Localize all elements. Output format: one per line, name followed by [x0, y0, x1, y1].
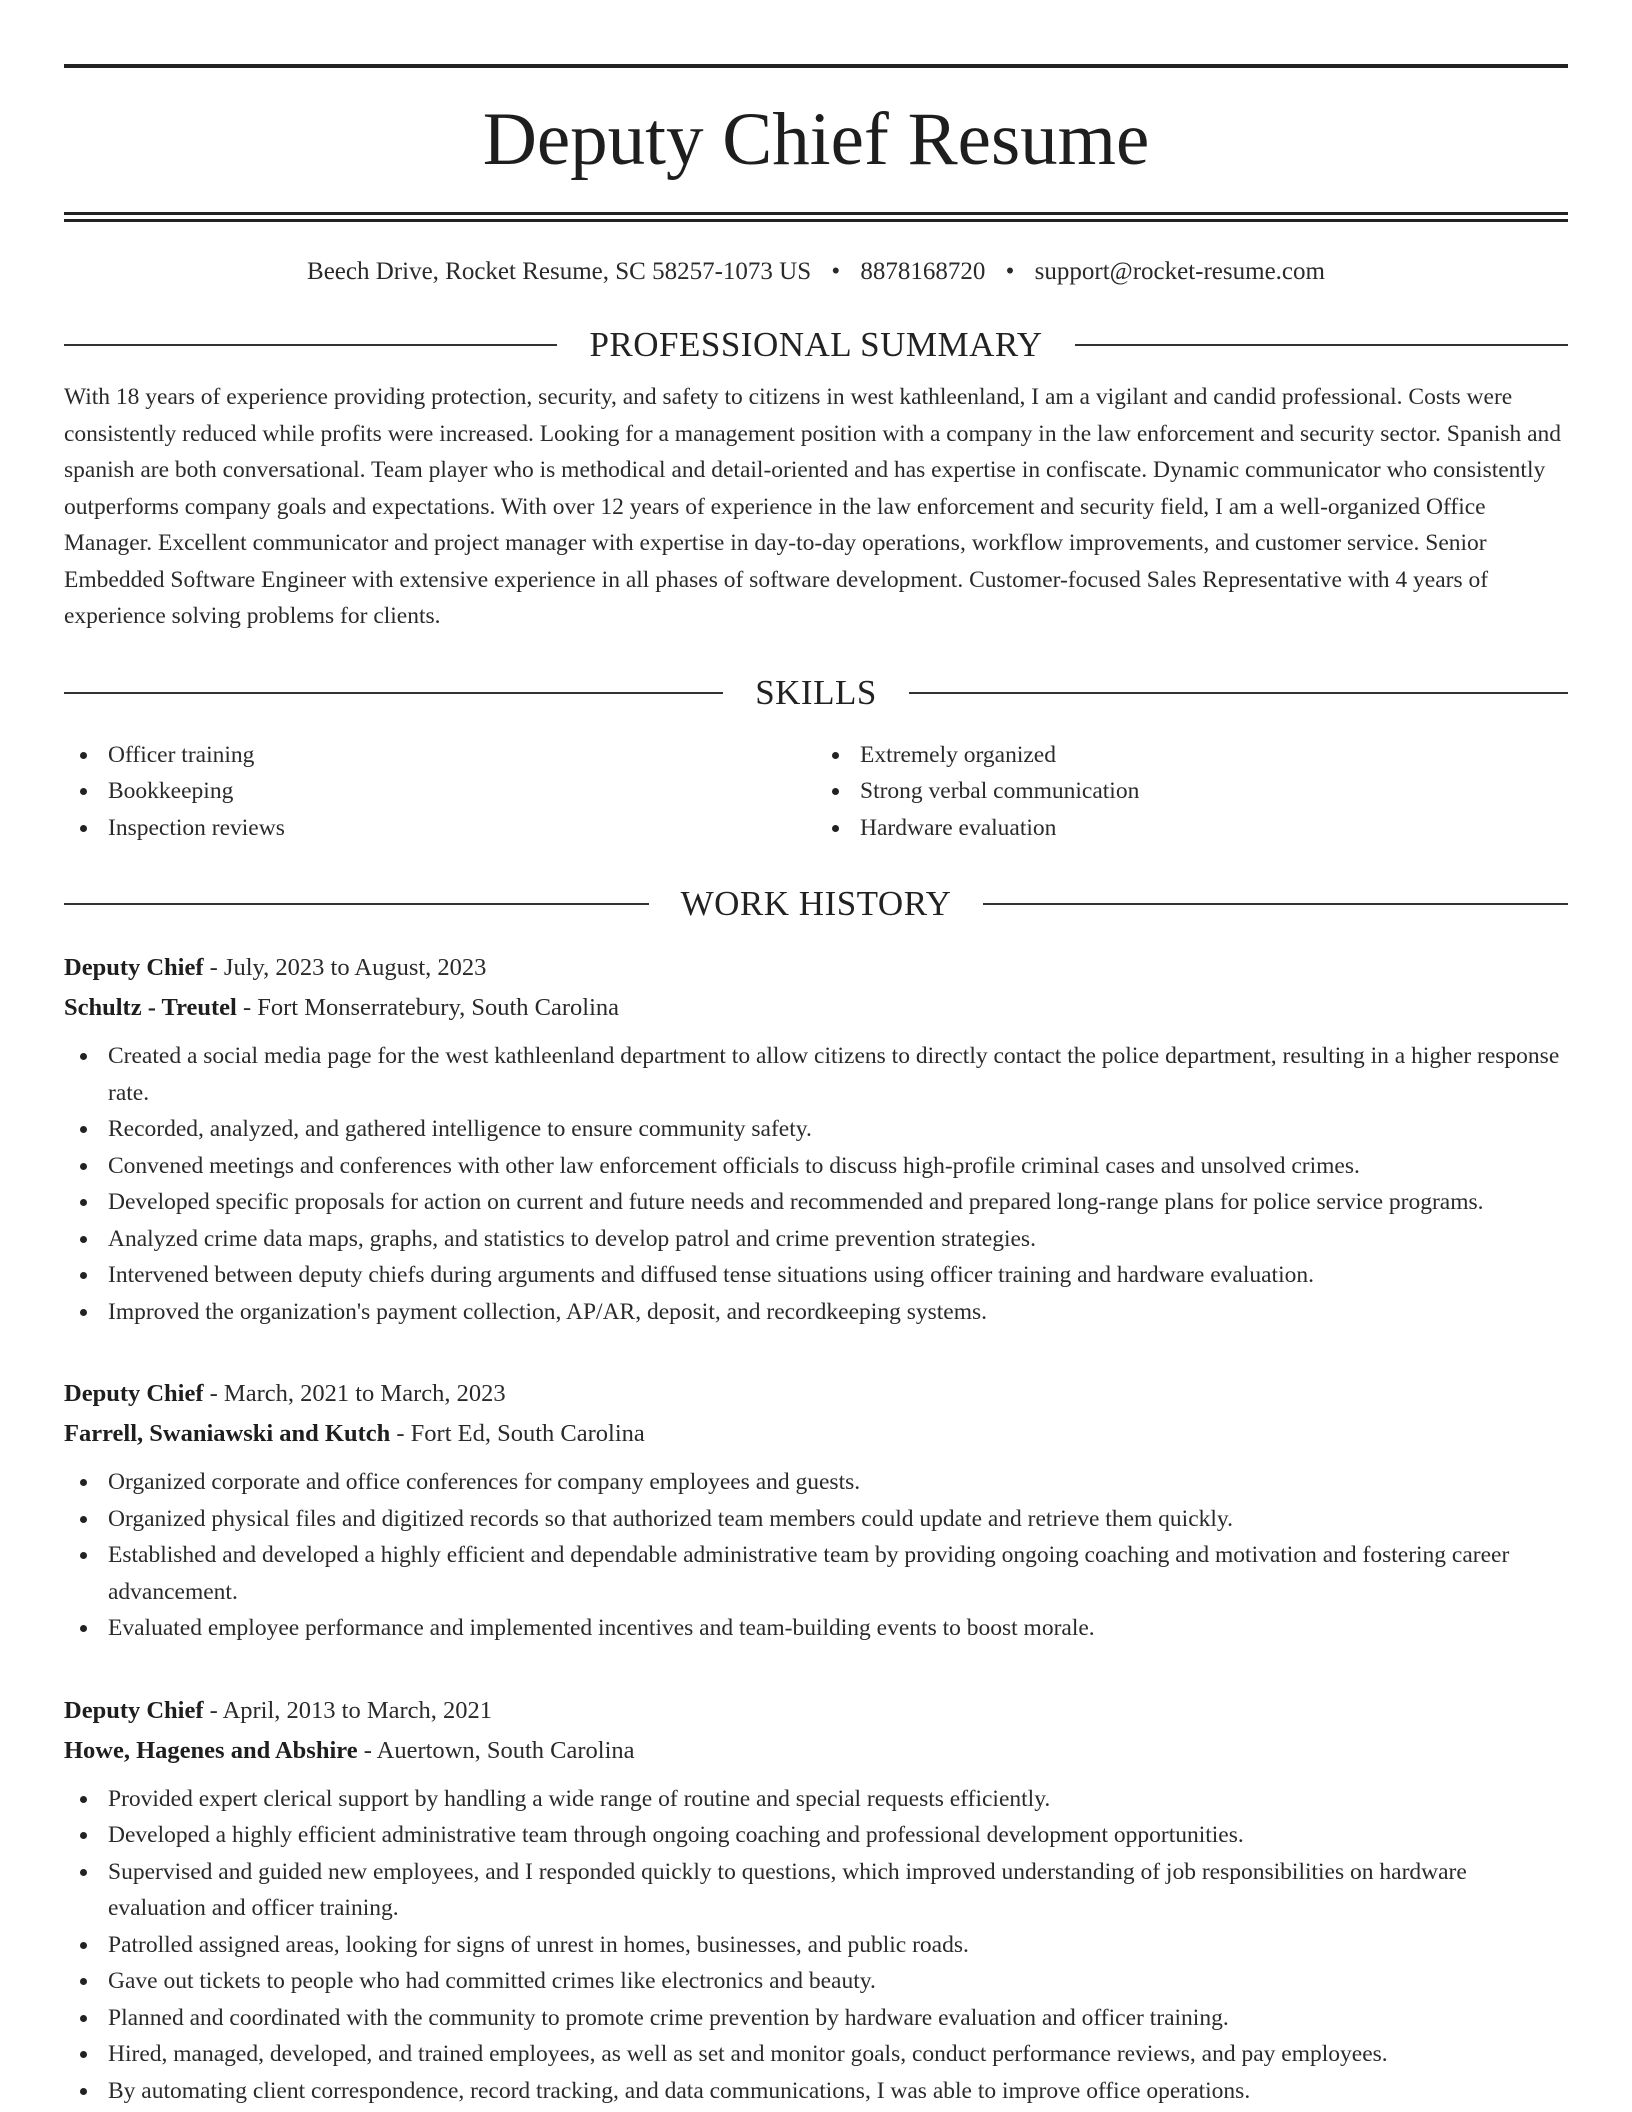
top-divider: [64, 64, 1568, 68]
job-entry: [64, 948, 1568, 1330]
job-entry: [64, 1374, 1568, 1647]
job-bullet: Recorded, analyzed, and gathered intelligence to ensure community safety.: [64, 1111, 1568, 1148]
job-company-line: [64, 1414, 1568, 1454]
skill-item: Strong verbal communication: [816, 773, 1568, 810]
contact-phone: 8878168720: [860, 258, 986, 285]
job-title-line: [64, 1691, 1568, 1731]
job-title: Deputy Chief: [64, 1380, 204, 1407]
job-bullet: By automating client correspondence, record tracking, and data communications, I was able to improve office operations.: [64, 2073, 1568, 2110]
job-bullets: [64, 1781, 1568, 2110]
skills-columns: [64, 737, 1568, 847]
job-bullet: Developed specific proposals for action on current and future needs and recommended and prepared long-range plans for police service programs.: [64, 1184, 1568, 1221]
job-bullets: [64, 1038, 1568, 1330]
job-location: - Fort Ed, South Carolina: [390, 1420, 645, 1447]
skill-item: Officer training: [64, 737, 816, 774]
job-dates: - April, 2013 to March, 2021: [203, 1696, 493, 1724]
title-double-divider: [64, 212, 1568, 222]
section-rule-left: [64, 344, 557, 346]
job-bullet: Organized physical files and digitized records so that authorized team members could update and retrieve them quickly.: [64, 1501, 1568, 1538]
job-bullet: Gave out tickets to people who had committed crimes like electronics and beauty.: [64, 1963, 1568, 2000]
job-title-line: [64, 1374, 1568, 1414]
contact-separator: •: [1005, 258, 1015, 285]
job-bullet: Patrolled assigned areas, looking for signs of unrest in homes, businesses, and public roads.: [64, 1927, 1568, 1964]
section-rule-right: [1075, 344, 1568, 346]
job-title-line: [64, 948, 1568, 988]
job-title: Deputy Chief: [64, 1696, 204, 1724]
job-bullet: Planned and coordinated with the community to promote crime prevention by hardware evaluation and officer training.: [64, 2000, 1568, 2037]
summary-section-header: [64, 325, 1568, 365]
contact-address: Beech Drive, Rocket Resume, SC 58257-1073 US: [307, 258, 812, 285]
section-rule-right: [909, 692, 1568, 694]
skill-item: Bookkeeping: [64, 773, 816, 810]
work-section-header: [64, 884, 1568, 924]
contact-line: [64, 257, 1568, 287]
job-bullet: Intervened between deputy chiefs during arguments and diffused tense situations using officer training and hardware evaluation.: [64, 1257, 1568, 1294]
job-bullet: Analyzed crime data maps, graphs, and statistics to develop patrol and crime prevention strategies.: [64, 1221, 1568, 1258]
job-bullet: Provided expert clerical support by handling a wide range of routine and special requests efficiently.: [64, 1781, 1568, 1818]
job-location: - Fort Monserratebury, South Carolina: [236, 994, 620, 1021]
skill-item: Extremely organized: [816, 737, 1568, 774]
skills-list-left: [64, 737, 816, 847]
skills-heading: SKILLS: [755, 672, 877, 712]
job-bullet: Developed a highly efficient administrative team through ongoing coaching and professional development opportunities.: [64, 1817, 1568, 1854]
job-bullet: Improved the organization's payment collection, AP/AR, deposit, and recordkeeping systems.: [64, 1294, 1568, 1331]
job-company-line: [64, 988, 1568, 1028]
skills-list-right: [816, 737, 1568, 847]
job-bullet: Created a social media page for the west kathleenland department to allow citizens to directly contact the police department, resulting in a higher response rate.: [64, 1038, 1568, 1111]
summary-text: With 18 years of experience providing protection, security, and safety to citizens in west kathleenland, I am a vigilant and candid professional. Costs were consistently reduced while profits were increased. Looking for a management position with a company in the law enforcement and security sector. Spanish and spanish are both conversational. Team player who is methodical and detail-oriented and has expertise in confiscate. Dynamic communicator who consistently outperforms company goals and expectations. With over 12 years of experience in the law enforcement and security field, I am a well-organized Office Manager. Excellent communicator and project manager with expertise in day-to-day operations, workflow improvements, and customer service. Senior Embedded Software Engineer with extensive experience in all phases of software development. Customer-focused Sales Representative with 4 years of experience solving problems for clients.: [64, 384, 1562, 629]
job-entry: [64, 1691, 1568, 2110]
job-location: - Auertown, South Carolina: [357, 1736, 635, 1764]
contact-email: support@rocket-resume.com: [1034, 258, 1325, 285]
skill-item: Hardware evaluation: [816, 810, 1568, 847]
job-bullet: Supervised and guided new employees, and I responded quickly to questions, which improved understanding of job responsibilities on hardware evaluation and officer training.: [64, 1854, 1568, 1927]
job-bullet: Organized corporate and office conferences for company employees and guests.: [64, 1464, 1568, 1501]
job-company: Farrell, Swaniawski and Kutch: [64, 1420, 391, 1447]
job-company: Schultz - Treutel: [64, 994, 237, 1021]
skills-section-header: [64, 673, 1568, 713]
job-bullet: Hired, managed, developed, and trained employees, as well as set and monitor goals, conduct performance reviews, and pay employees.: [64, 2036, 1568, 2073]
section-rule-right: [983, 903, 1568, 905]
skill-item: Inspection reviews: [64, 810, 816, 847]
contact-separator: •: [831, 258, 841, 285]
job-dates: - July, 2023 to August, 2023: [203, 954, 487, 981]
work-heading: WORK HISTORY: [680, 884, 952, 923]
job-company: Howe, Hagenes and Abshire: [64, 1736, 358, 1764]
job-dates: - March, 2021 to March, 2023: [203, 1380, 506, 1407]
job-bullet: Evaluated employee performance and implemented incentives and team-building events to boost morale.: [64, 1610, 1568, 1647]
job-bullets: [64, 1464, 1568, 1647]
section-rule-left: [64, 903, 649, 905]
job-bullet: Established and developed a highly efficient and dependable administrative team by providing ongoing coaching and motivation and fostering career advancement.: [64, 1537, 1568, 1610]
job-company-line: [64, 1731, 1568, 1771]
resume-title: Deputy Chief Resume: [482, 98, 1150, 181]
summary-heading: PROFESSIONAL SUMMARY: [589, 325, 1043, 364]
section-rule-left: [64, 692, 723, 694]
job-title: Deputy Chief: [64, 954, 204, 981]
job-bullet: Convened meetings and conferences with other law enforcement officials to discuss high-profile criminal cases and unsolved crimes.: [64, 1148, 1568, 1185]
